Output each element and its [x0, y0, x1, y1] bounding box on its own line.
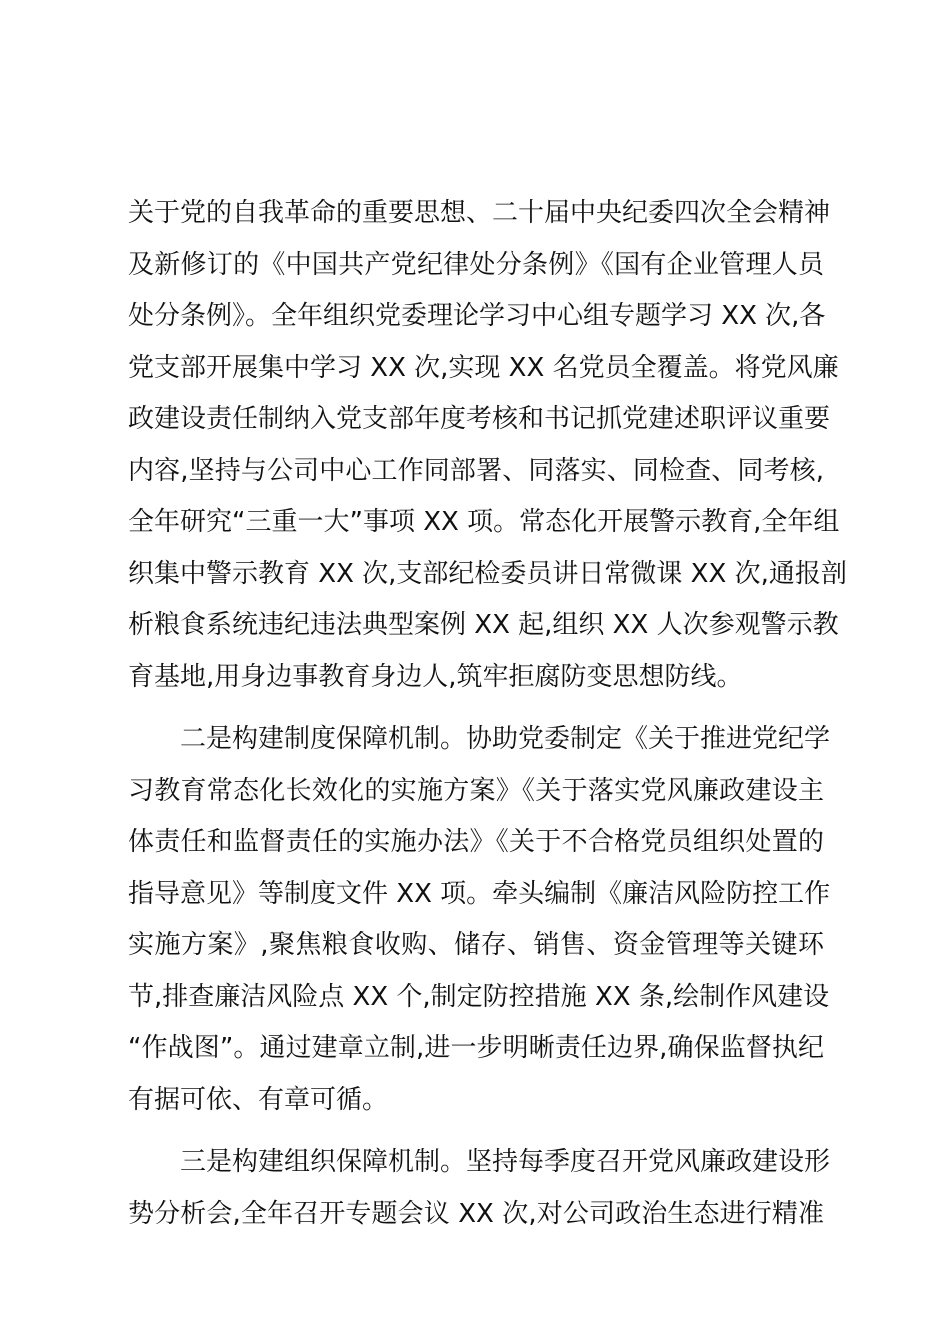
- text-line: 有据可依、有章可循。: [128, 1084, 389, 1115]
- text-line: 内容,坚持与公司中心工作同部署、同落实、同检查、同考核,: [128, 455, 824, 486]
- text-line: 处分条例》。全年组织党委理论学习中心组专题学习 XX 次,各: [128, 301, 826, 331]
- text-line: 体责任和监督责任的实施办法》《关于不合格党员组织处置的: [128, 827, 824, 857]
- text-line: 习教育常态化长效化的实施方案》《关于落实党风廉政建设主: [128, 775, 824, 806]
- text-line: 二是构建制度保障机制。协助党委制定《关于推进党纪学: [180, 724, 831, 754]
- text-line: 节,排查廉洁风险点 XX 个,制定防控措施 XX 条,绘制作风建设: [128, 981, 830, 1012]
- text-line: 关于党的自我革命的重要思想、二十届中央纪委四次全会精神: [128, 198, 831, 228]
- paragraph-gap: [128, 703, 824, 714]
- text-line: 政建设责任制纳入党支部年度考核和书记抓党建述职评议重要: [128, 404, 831, 434]
- text-line: 实施方案》,聚焦粮食收购、储存、销售、资金管理等关键环: [128, 930, 824, 960]
- text-line: 三是构建组织保障机制。坚持每季度召开党风廉政建设形: [180, 1147, 831, 1177]
- text-line: 全年研究“三重一大”事项 XX 项。常态化开展警示教育,全年组: [128, 507, 840, 537]
- text-line: 析粮食系统违纪违法典型案例 XX 起,组织 XX 人次参观警示教: [128, 610, 839, 640]
- text-line: 指导意见》等制度文件 XX 项。牵头编制《廉洁风险防控工作: [128, 878, 831, 909]
- paragraph-continuation: [128, 188, 847, 703]
- document-body: [128, 188, 847, 1240]
- paragraph-gap: [128, 1126, 824, 1137]
- text-line: 育基地,用身边事教育身边人,筑牢拒腐防变思想防线。: [128, 661, 743, 692]
- text-line: 势分析会,全年召开专题会议 XX 次,对公司政治生态进行精准: [128, 1198, 824, 1229]
- paragraph-organization-mechanism: [128, 1137, 831, 1240]
- text-line: 织集中警示教育 XX 次,支部纪检委员讲日常微课 XX 次,通报剖: [128, 558, 847, 589]
- paragraph-institution-mechanism: [128, 714, 831, 1126]
- text-line: 及新修订的《中国共产党纪律处分条例》《国有企业管理人员: [128, 249, 824, 280]
- text-line: 党支部开展集中学习 XX 次,实现 XX 名党员全覆盖。将党风廉: [128, 352, 839, 383]
- text-line: “作战图”。通过建章立制,进一步明晰责任边界,确保监督执纪: [128, 1033, 824, 1063]
